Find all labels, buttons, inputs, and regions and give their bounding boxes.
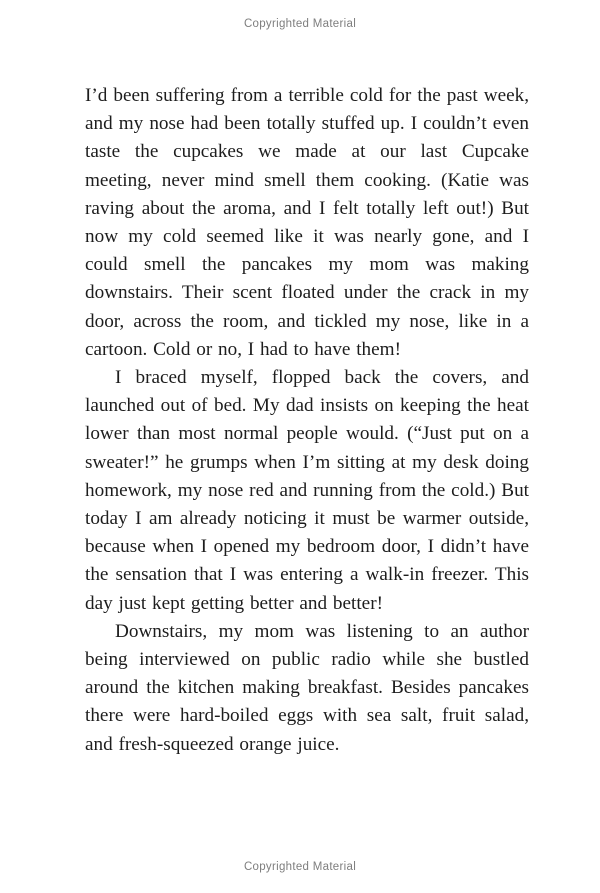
copyright-notice-bottom: Copyrighted Material [243,861,357,873]
paragraph-1: I’d been suffering from a terrible cold for the past week, and my nose had been totally stuffed up. I couldn’t even taste the cupcakes we made at our last Cupcake meeting, never mind smell them cooking. (Katie was raving about the aroma, and I felt totally left out!) But now my cold seemed like it was nearly gone, and I could smell the pancakes my mom was making downstairs. Their scent floated under the crack in my door, across the room, and tickled my nose, like in a cartoon. Cold or no, I had to have them! [85,85,529,360]
copyright-notice-top: Copyrighted Material [243,18,357,30]
paragraph-3: Downstairs, my mom was listening to an author being interviewed on public radio while she bustled around the kitchen making breakfast. Besides pancakes there were hard-boiled eggs with sea salt, fruit salad, and fresh-squeezed orange juice. [85,620,529,755]
page-text [85,82,529,759]
paragraph-2: I braced myself, flopped back the covers, and launched out of bed. My dad insists on keeping the heat lower than most normal people would. (“Just put on a sweater!” he grumps when I’m sitting at my desk doing homework, my nose red and running from the cold.) But today I am already noticing it must be warmer outside, because when I opened my bedroom door, I didn’t have the sensation that I was entering a walk-in freezer. This day just kept getting better and better! [85,367,529,614]
